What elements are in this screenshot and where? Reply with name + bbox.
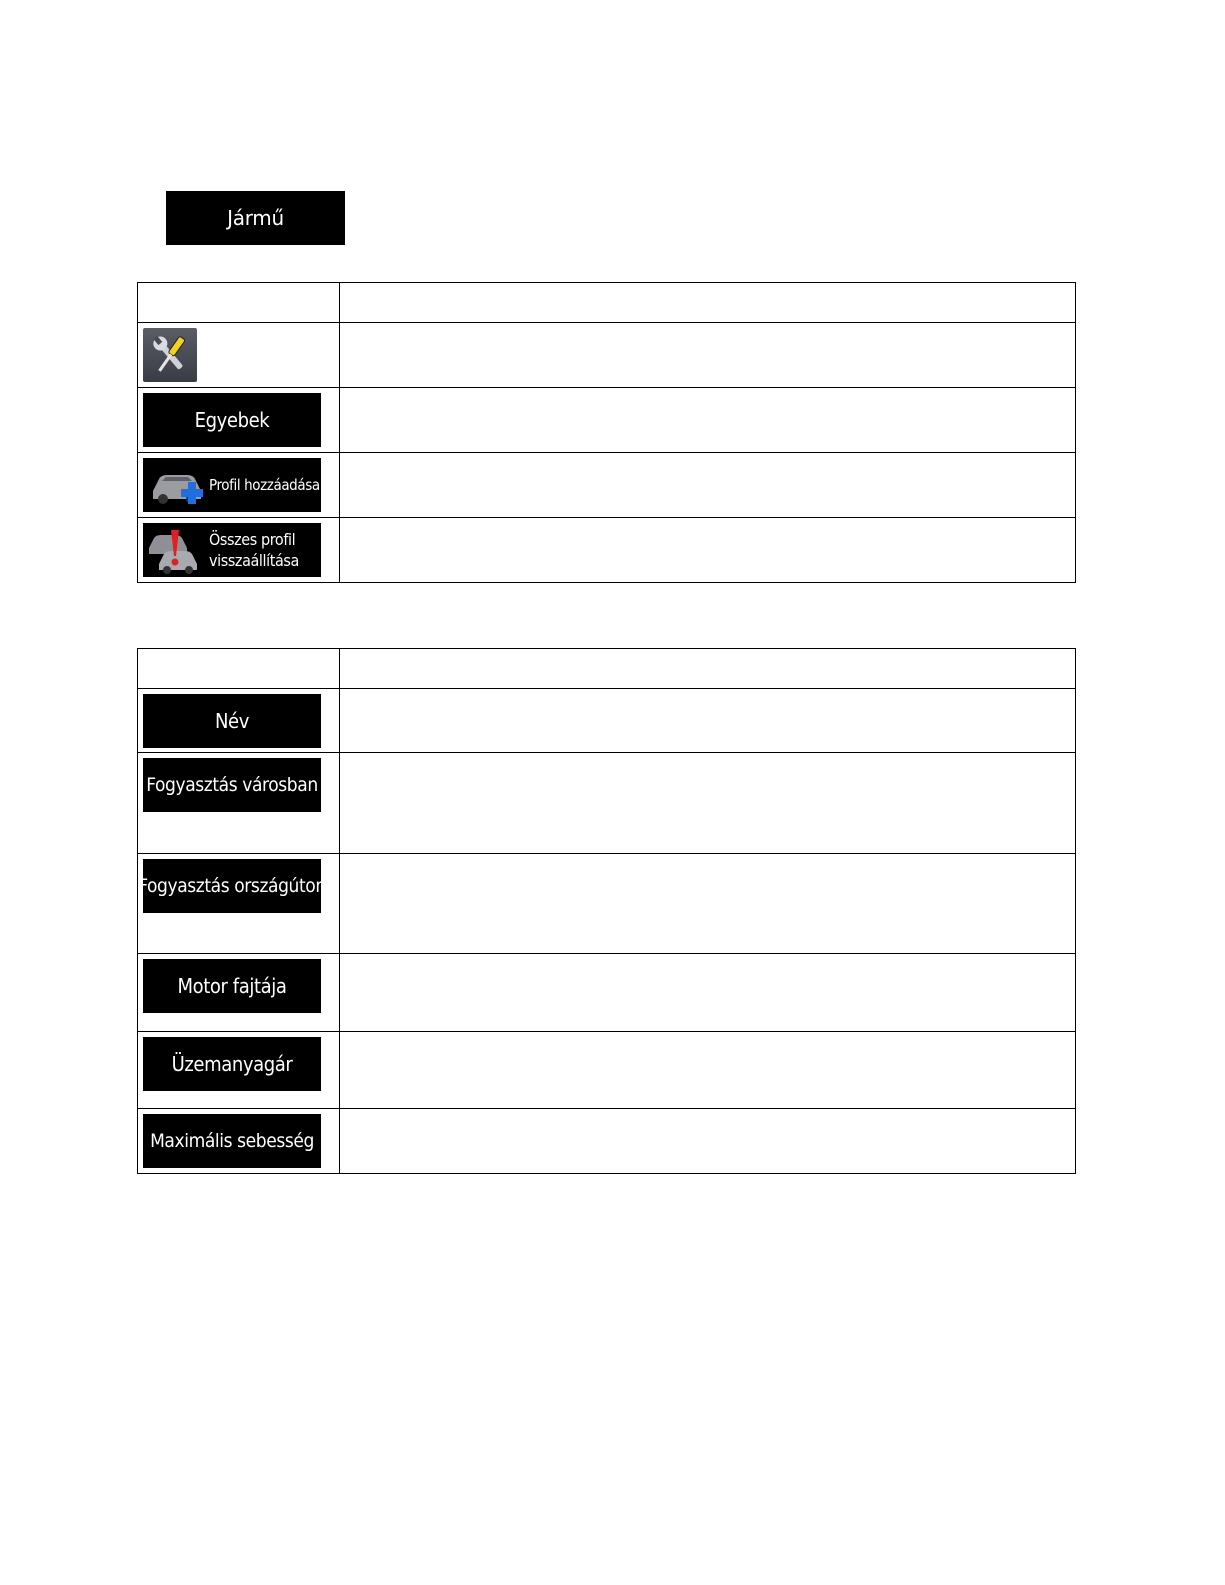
table-row — [138, 1109, 1076, 1174]
table-header-row — [138, 649, 1076, 689]
fuel-price-button[interactable]: Üzemanyagár — [143, 1037, 321, 1091]
add-profile-label: Profil hozzáadása — [209, 476, 320, 494]
car-reset-profiles-icon — [147, 526, 205, 574]
table-cell — [340, 388, 1076, 453]
table-cell — [340, 1032, 1076, 1109]
city-consumption-button[interactable]: Fogyasztás városban — [143, 758, 321, 812]
header-cell — [138, 649, 340, 689]
header-cell — [340, 283, 1076, 323]
table-row — [138, 854, 1076, 954]
table-cell — [340, 323, 1076, 388]
wrench-screwdriver-settings-icon[interactable] — [143, 328, 197, 382]
car-add-profile-icon — [147, 461, 209, 509]
table-cell — [340, 954, 1076, 1032]
add-profile-button[interactable] — [143, 458, 321, 512]
table-cell — [138, 1109, 340, 1174]
table-row — [138, 323, 1076, 388]
other-button[interactable]: Egyebek — [143, 393, 321, 447]
table-cell — [138, 388, 340, 453]
vehicle-settings-table — [137, 282, 1076, 583]
header-cell — [138, 283, 340, 323]
table-cell — [138, 954, 340, 1032]
engine-type-button[interactable]: Motor fajtája — [143, 959, 321, 1013]
table-row — [138, 388, 1076, 453]
reset-label-line2: visszaállítása — [209, 551, 299, 570]
table-header-row — [138, 283, 1076, 323]
table-row — [138, 954, 1076, 1032]
table-cell — [340, 689, 1076, 753]
reset-all-profiles-button[interactable] — [143, 523, 321, 577]
reset-all-profiles-label — [209, 523, 317, 577]
table-cell — [138, 689, 340, 753]
table-cell — [340, 1109, 1076, 1174]
table-row — [138, 453, 1076, 518]
table-cell — [138, 1032, 340, 1109]
header-cell — [340, 649, 1076, 689]
table-cell — [340, 854, 1076, 954]
table-cell — [138, 753, 340, 854]
table-row — [138, 753, 1076, 854]
table-cell — [138, 323, 340, 388]
table-row — [138, 1032, 1076, 1109]
table-cell — [340, 753, 1076, 854]
table-cell — [138, 453, 340, 518]
table-cell — [138, 854, 340, 954]
reset-label-line1: Összes profil — [209, 530, 296, 549]
vehicle-button[interactable]: Jármű — [166, 191, 345, 245]
table-cell — [138, 518, 340, 583]
table-row — [138, 689, 1076, 753]
table-cell — [340, 518, 1076, 583]
vehicle-profile-table — [137, 648, 1076, 1174]
table-cell — [340, 453, 1076, 518]
max-speed-button[interactable]: Maximális sebesség — [143, 1114, 321, 1168]
table-row — [138, 518, 1076, 583]
highway-consumption-button[interactable]: Fogyasztás országúton — [143, 859, 321, 913]
name-button[interactable]: Név — [143, 694, 321, 748]
